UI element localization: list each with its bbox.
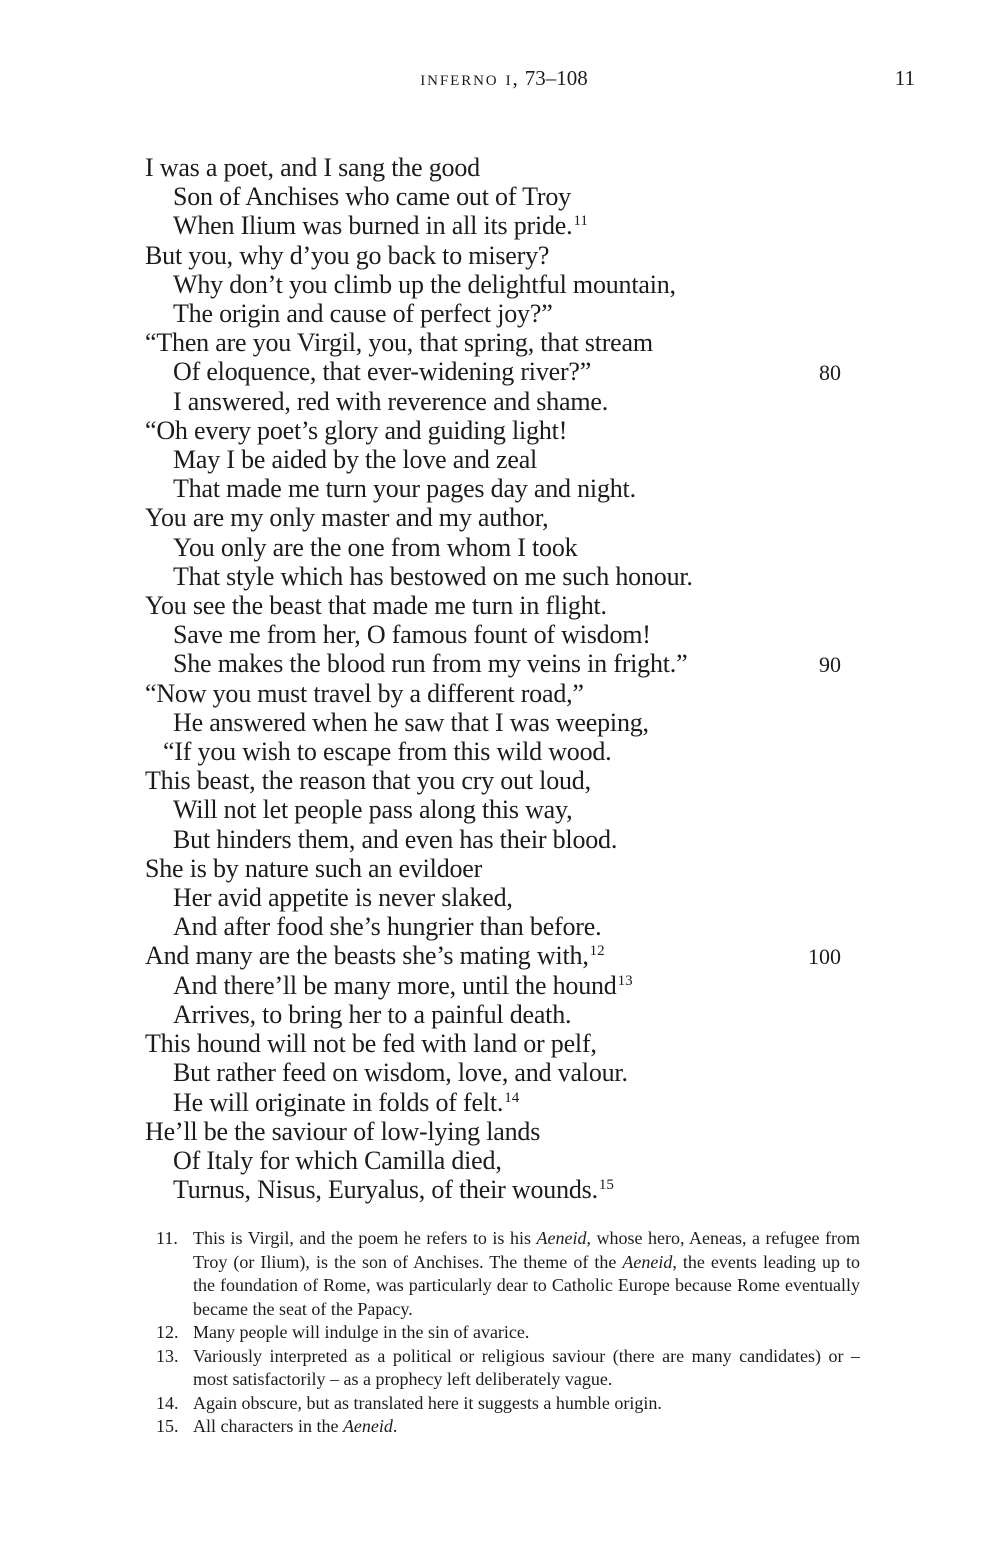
poem-line-text: And after food she’s hungrier than before. xyxy=(173,912,602,942)
footnote xyxy=(156,1415,860,1439)
footnote xyxy=(156,1321,860,1345)
poem-line xyxy=(145,941,841,970)
poem-line-text: But you, why d’you go back to misery? xyxy=(145,240,550,270)
verse-line-number: 80 xyxy=(819,360,841,386)
poem-line xyxy=(145,328,841,357)
poem-line xyxy=(145,533,841,562)
poem-line-text: Of Italy for which Camilla died, xyxy=(173,1145,502,1175)
poem-line-text: The origin and cause of perfect joy?” xyxy=(173,299,553,329)
poem-line-text: He answered when he saw that I was weeping, xyxy=(173,707,649,737)
poem-line-text: But hinders them, and even has their blood. xyxy=(173,824,618,854)
poem-line xyxy=(145,1000,841,1029)
footnote-number: 15. xyxy=(156,1416,179,1436)
poem-line xyxy=(145,503,841,532)
running-head-title xyxy=(0,66,1008,91)
poem-line-text: “Now you must travel by a different road,” xyxy=(145,678,584,708)
poem-line-text: She is by nature such an evildoer xyxy=(145,853,483,883)
verse-line-number: 100 xyxy=(808,944,841,970)
poem-line xyxy=(145,737,841,766)
poem-line xyxy=(145,620,841,649)
poem-line-text: “Oh every poet’s glory and guiding light! xyxy=(145,415,568,445)
poem-line xyxy=(145,153,841,182)
poem-line xyxy=(145,241,841,270)
footnote xyxy=(156,1392,860,1416)
poem-line xyxy=(145,825,841,854)
poem-line xyxy=(145,445,841,474)
poem-line-text: You are my only master and my author, xyxy=(145,503,549,533)
poem-line xyxy=(145,591,841,620)
page-number: 11 xyxy=(894,66,915,90)
footnote-number: 14. xyxy=(156,1392,179,1413)
poem-line-text: Save me from her, O famous fount of wisdom! xyxy=(173,620,651,650)
poem-line xyxy=(145,766,841,795)
poem-line xyxy=(145,708,841,737)
footnote-text: Variously interpreted as a political or religious saviour (there are many candidates) or – most satisfactorily – as a prophecy left deliberately vague. xyxy=(193,1345,860,1389)
footnote xyxy=(156,1227,860,1321)
poem-line xyxy=(145,182,841,211)
poem-line-text: You see the beast that made me turn in flight. xyxy=(145,591,607,621)
poem-line-text: May I be aided by the love and zeal xyxy=(173,445,538,475)
poem-line xyxy=(145,1088,841,1117)
poem-line-text: Son of Anchises who came out of Troy xyxy=(173,182,571,212)
poem-line-text: Arrives, to bring her to a painful death. xyxy=(173,999,572,1029)
poem-line xyxy=(145,1029,841,1058)
poem-line xyxy=(145,795,841,824)
poem-line-text: Why don’t you climb up the delightful mountain, xyxy=(173,269,676,299)
poem-line-text: And many are the beasts she’s mating with, xyxy=(145,941,589,971)
poem-line-text: That style which has bestowed on me such honour. xyxy=(173,561,693,591)
poem-line-text: He will originate in folds of felt. xyxy=(173,1087,504,1117)
poem-line-text: And there’ll be many more, until the hound xyxy=(173,970,617,1000)
poem-line xyxy=(145,883,841,912)
poem-line-text: You only are the one from whom I took xyxy=(173,532,578,562)
poem-line xyxy=(145,912,841,941)
footnotes-section xyxy=(156,1227,860,1439)
poem-line-text: Her avid appetite is never slaked, xyxy=(173,883,513,913)
poem-line xyxy=(145,211,841,240)
footnote-reference: 11 xyxy=(573,213,588,230)
footnote-text: Many people will indulge in the sin of avarice. xyxy=(193,1322,530,1342)
poem-line xyxy=(145,357,841,386)
footnote xyxy=(156,1345,860,1392)
poem-line-text: He’ll be the saviour of low-lying lands xyxy=(145,1116,541,1146)
poem-line xyxy=(145,679,841,708)
poem-line-text: “Then are you Virgil, you, that spring, that stream xyxy=(145,328,653,358)
verse-range: 73–108 xyxy=(524,66,588,90)
canto-title: inferno i, xyxy=(420,66,520,90)
poem-line-text: “If you wish to escape from this wild wood. xyxy=(163,737,612,767)
footnote-reference: 12 xyxy=(589,943,605,960)
poem-line-text: She makes the blood run from my veins in fright.” xyxy=(173,649,688,679)
footnote-reference: 15 xyxy=(598,1177,614,1194)
poem-line xyxy=(145,1058,841,1087)
poem-line xyxy=(145,854,841,883)
poem-line xyxy=(145,387,841,416)
verse-line-number: 90 xyxy=(819,652,841,678)
poem-line-text: Turnus, Nisus, Euryalus, of their wounds. xyxy=(173,1175,598,1205)
poem-line-text: When Ilium was burned in all its pride. xyxy=(173,211,573,241)
poem-line xyxy=(145,474,841,503)
poem-line-text: Will not let people pass along this way, xyxy=(173,795,573,825)
footnote-text: All characters in the Aeneid. xyxy=(193,1416,398,1436)
poem-line xyxy=(145,562,841,591)
poem-line xyxy=(145,1117,841,1146)
poem-line xyxy=(145,299,841,328)
poem-line-text: This beast, the reason that you cry out loud, xyxy=(145,766,591,796)
poem-line-text: Of eloquence, that ever-widening river?” xyxy=(173,357,592,387)
poem-line-text: I was a poet, and I sang the good xyxy=(145,153,480,182)
poem-line-text: That made me turn your pages day and night. xyxy=(173,474,636,504)
footnote-reference: 14 xyxy=(504,1089,520,1106)
poem-line-text: This hound will not be fed with land or pelf, xyxy=(145,1029,597,1059)
poem-line-text: I answered, red with reverence and shame. xyxy=(173,386,609,416)
poem-line xyxy=(145,1146,841,1175)
poem-line xyxy=(145,971,841,1000)
poem-line-text: But rather feed on wisdom, love, and valour. xyxy=(173,1058,628,1088)
footnote-text: This is Virgil, and the poem he refers to is his Aeneid, whose hero, Aeneas, a refugee from Troy (or Ilium), is the son of Anchises. The theme of the Aeneid, the events leading up to the foundation of Rome, was particularly dear to Catholic Europe because Rome eventually became the seat of the Papacy. xyxy=(193,1228,861,1319)
poem-body xyxy=(145,153,841,1204)
footnote-number: 12. xyxy=(156,1322,179,1342)
poem-line xyxy=(145,1175,841,1204)
running-head xyxy=(0,66,1008,91)
poem-line xyxy=(145,416,841,445)
poem-line xyxy=(145,270,841,299)
footnote-number: 11. xyxy=(156,1228,178,1248)
footnote-number: 13. xyxy=(156,1345,179,1366)
poem-line xyxy=(145,649,841,678)
footnote-reference: 13 xyxy=(617,972,633,989)
footnote-text: Again obscure, but as translated here it suggests a humble origin. xyxy=(193,1392,662,1413)
